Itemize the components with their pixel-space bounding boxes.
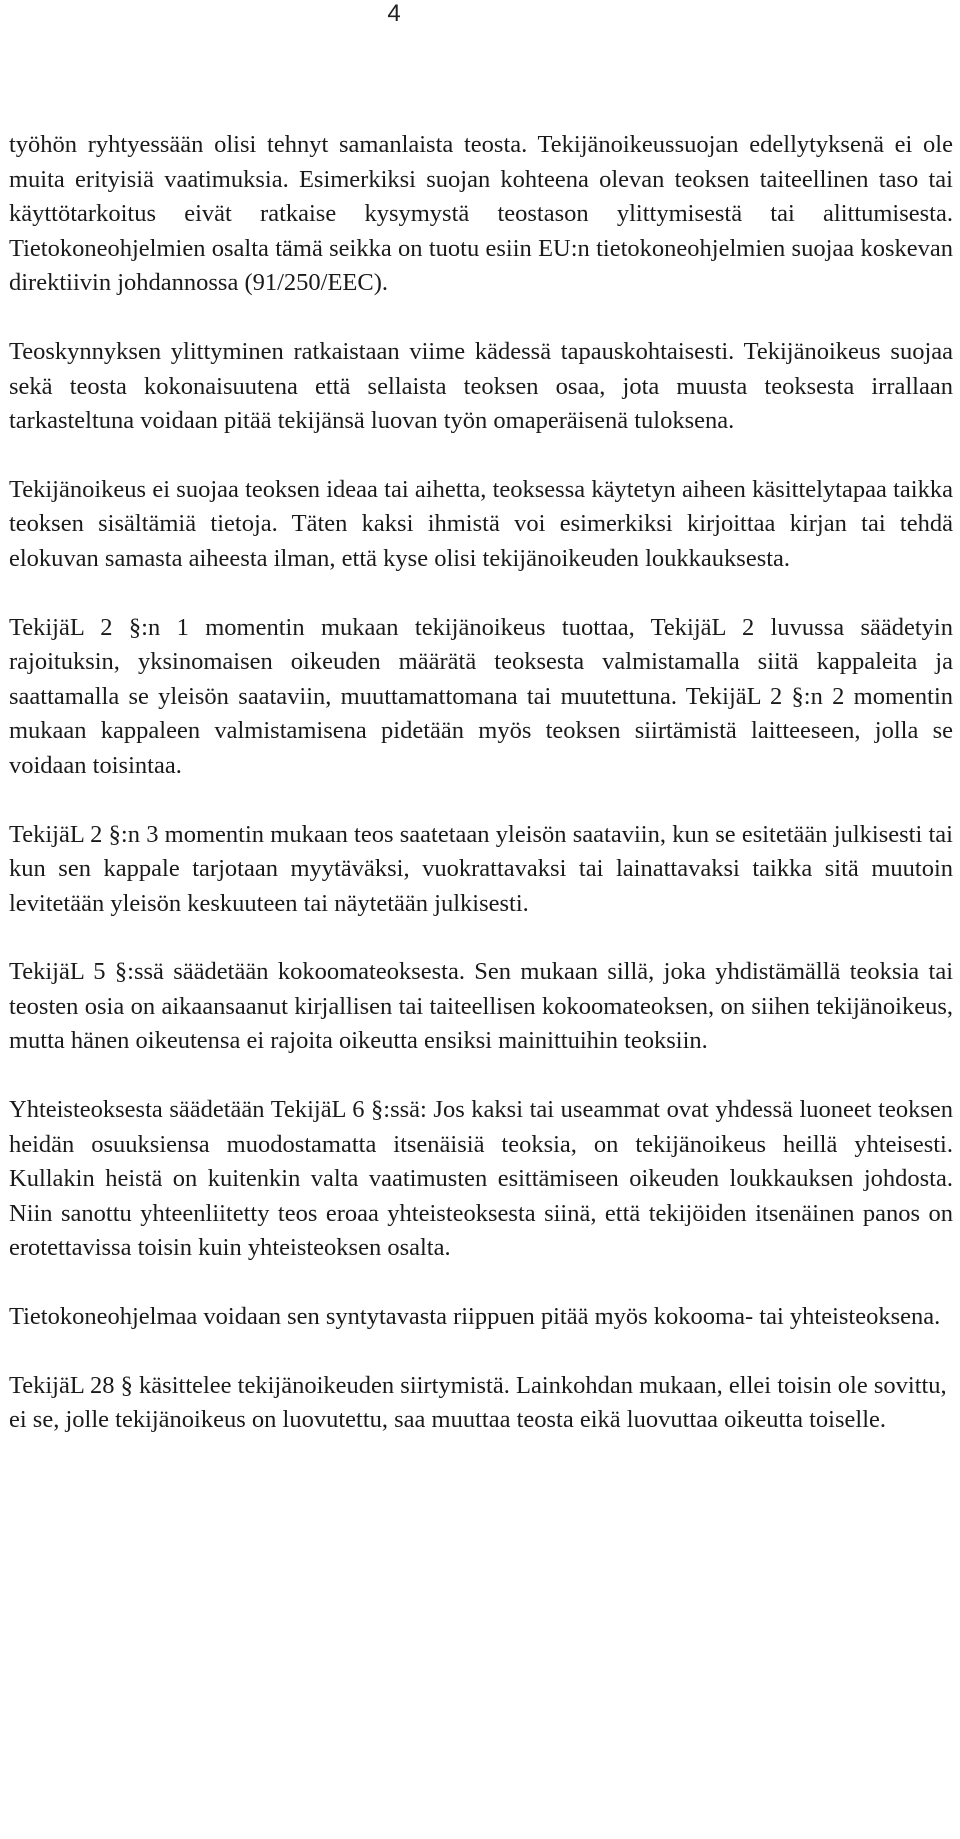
paragraph-2: Teoskynnyksen ylittyminen ratkaistaan viime kädessä tapauskohtaisesti. Tekijänoikeus suojaa sekä teosta kokonaisuutena että sellaista teoksen osaa, jota muusta teoksesta irrallaan tarkasteltuna voidaan pitää tekijänsä luovan työn omaperäisenä tuloksena. <box>9 337 953 435</box>
paragraph-9: TekijäL 28 § käsittelee tekijänoikeuden siirtymistä. Lainkohdan mukaan, ellei toisin ole sovittu, ei se, jolle tekijänoikeus on luovutettu, saa muuttaa teosta eikä luovuttaa oikeutta toiselle. <box>9 1371 947 1434</box>
paragraph-7: Yhteisteoksesta säädetään TekijäL 6 §:ssä: Jos kaksi tai useammat ovat yhdessä luoneet teoksen heidän osuuksiensa muodostamatta itsenäisiä teoksia, on tekijänoikeus heillä yhteisesti. Kullakin heistä on kuitenkin valta vaatimusten esittämiseen oikeuden loukkauksen johdosta. Niin sanottu yhteenliitetty teos eroaa yhteisteoksesta siinä, että tekijöiden itsenäinen panos on erotettavissa toisin kuin yhteisteoksen osalta. <box>9 1096 953 1262</box>
page-number: 4 <box>387 0 401 27</box>
paragraph-3: Tekijänoikeus ei suojaa teoksen ideaa tai aihetta, teoksessa käytetyn aiheen käsittelytapaa taikka teoksen sisältämiä tietoja. Täten kaksi ihmistä voi esimerkiksi kirjoittaa kirjan tai tehdä elokuvan samasta aiheesta ilman, että kyse olisi tekijänoikeuden loukkauksesta. <box>9 475 953 572</box>
document-body <box>9 128 953 1438</box>
paragraph-8: Tietokoneohjelmaa voidaan sen syntytavasta riippuen pitää myös kokooma- tai yhteisteoksena. <box>9 1303 941 1331</box>
paragraph-6: TekijäL 5 §:ssä säädetään kokoomateoksesta. Sen mukaan sillä, joka yhdistämällä teoksia tai teosten osia on aikaansaanut kirjallisen tai taiteellisen kokoomateoksen, on siihen tekijänoikeus, mutta hänen oikeutensa ei rajoita oikeutta ensiksi mainittuihin teoksiin. <box>9 958 953 1055</box>
paragraph-5: TekijäL 2 §:n 3 momentin mukaan teos saatetaan yleisön saataviin, kun se esitetään julkisesti tai kun sen kappale tarjotaan myytäväksi, vuokrattavaksi tai lainattavaksi taikka sitä muutoin levitetään yleisön keskuuteen tai näytetään julkisesti. <box>9 820 953 917</box>
paragraph-1: työhön ryhtyessään olisi tehnyt samanlaista teosta. Tekijänoikeussuojan edellytyksenä ei ole muita erityisiä vaatimuksia. Esimerkiksi suojan kohteena olevan teoksen taiteellinen taso tai käyttötarkoitus eivät ratkaise kysymystä teostason ylittymisestä tai alittumisesta. Tietokoneohjelmien osalta tämä seikka on tuotu esiin EU:n tietokoneohjelmien suojaa koskevan direktiivin johdannossa (91/250/EEC). <box>9 131 953 297</box>
paragraph-4: TekijäL 2 §:n 1 momentin mukaan tekijänoikeus tuottaa, TekijäL 2 luvussa säädetyin rajoituksin, yksinomaisen oikeuden määrätä teoksesta valmistamalla siitä kappaleita ja saattamalla se yleisön saataviin, muuttamattomana tai muutettuna. TekijäL 2 §:n 2 momentin mukaan kappaleen valmistamisena pidetään myös teoksen siirtämistä laitteeseen, jolla se voidaan toisintaa. <box>9 613 953 779</box>
